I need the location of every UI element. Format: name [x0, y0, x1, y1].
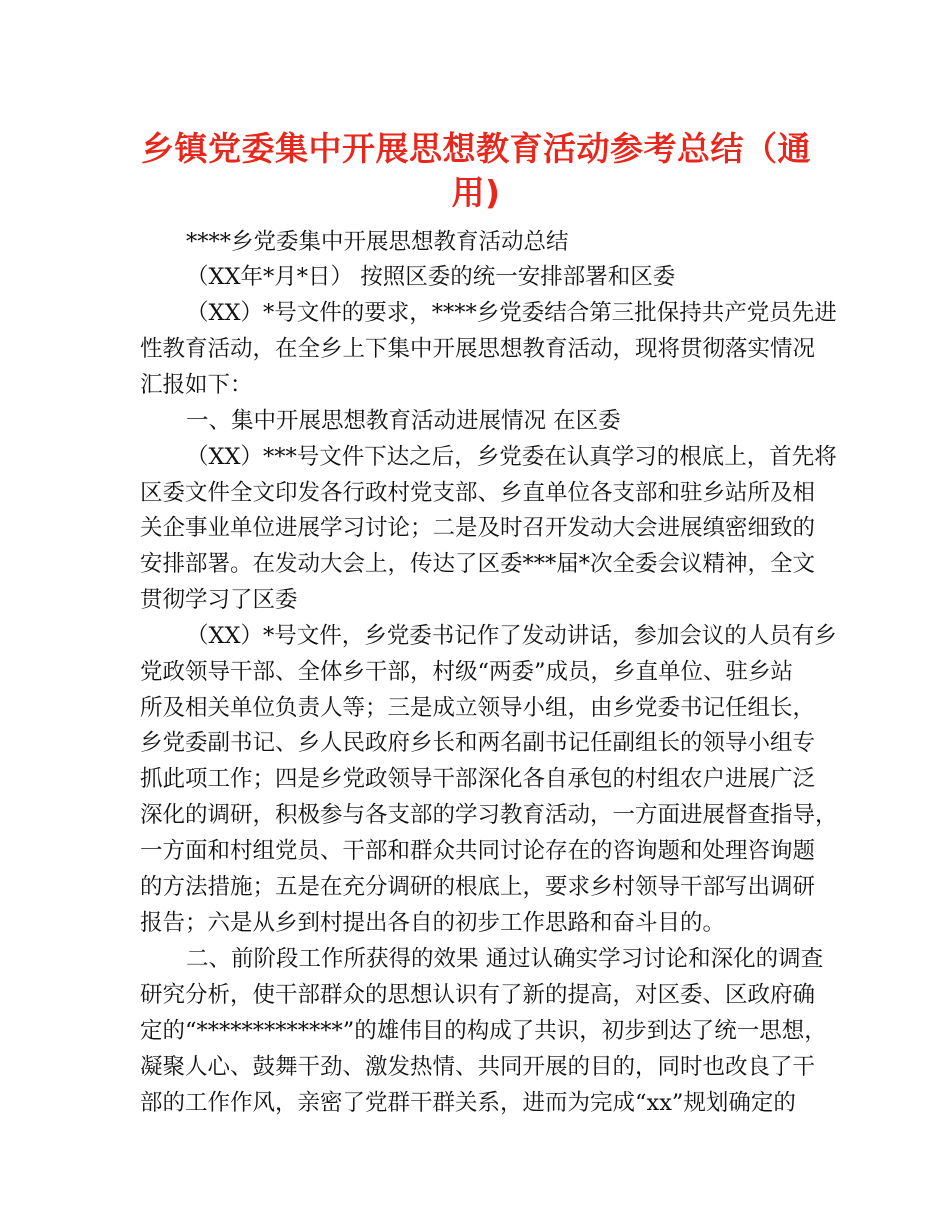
body-line: 部的工作作风，亲密了党群干群关系，进而为完成“xx”规划确定的 — [140, 1090, 796, 1116]
body-line: 安排部署。在发动大会上，传达了区委***届*次全委会议精神，全文 — [140, 551, 816, 577]
body-line: 贯彻学习了区委 — [140, 587, 298, 613]
body-line: 定的“*************”的雄伟目的构成了共识，初步到达了统一思想， — [140, 1018, 827, 1044]
body-line: 凝聚人心、鼓舞干劲、激发热情、共同开展的目的，同时也改良了干 — [140, 1054, 816, 1080]
body-line: 报告；六是从乡到村提出各自的初步工作思路和奋斗目的。 — [140, 910, 726, 936]
body-line: 抓此项工作；四是乡党政领导干部深化各自承包的村组农户进展广泛 — [140, 766, 816, 792]
body-line: 区委文件全文印发各行政村党支部、乡直单位各支部和驻乡站所及相 — [140, 480, 816, 506]
body-line: 乡党委副书记、乡人民政府乡长和两名副书记任副组长的领导小组专 — [140, 730, 816, 756]
body-line: 党政领导干部、全体乡干部，村级“两委”成员，乡直单位、驻乡站 — [140, 659, 794, 685]
document-title-line-2: 用) — [451, 173, 501, 212]
body-line: 研究分析，使干部群众的思想认识有了新的提高，对区委、区政府确 — [140, 982, 816, 1008]
body-line: 深化的调研，积极参与各支部的学习教育活动，一方面进展督查指导， — [140, 802, 838, 828]
body-line: 的方法措施；五是在充分调研的根底上，要求乡村领导干部写出调研 — [140, 874, 816, 900]
body-line: 一、集中开展思想教育活动进展情况 在区委 — [186, 408, 621, 434]
body-line: 性教育活动，在全乡上下集中开展思想教育活动，现将贯彻落实情况 — [140, 336, 816, 362]
body-line: ****乡党委集中开展思想教育活动总结 — [186, 229, 569, 255]
body-line: 关企事业单位进展学习讨论；二是及时召开发动大会进展缜密细致的 — [140, 515, 816, 541]
body-line: （XX）*号文件的要求，****乡党委结合第三批保持共产党员先进 — [186, 300, 837, 326]
body-line: （XX）*号文件，乡党委书记作了发动讲话，参加会议的人员有乡 — [186, 623, 837, 649]
body-line: 汇报如下： — [140, 372, 253, 398]
body-line: 一方面和村组党员、干部和群众共同讨论存在的咨询题和处理咨询题 — [140, 838, 816, 864]
document-title-line-1: 乡镇党委集中开展思想教育活动参考总结（通 — [141, 129, 811, 168]
body-line: （XX年*月*日） 按照区委的统一安排部署和区委 — [186, 264, 676, 290]
body-line: 二、前阶段工作所获得的效果 通过认确实学习讨论和深化的调查 — [186, 946, 824, 972]
body-line: （XX）***号文件下达之后，乡党委在认真学习的根底上，首先将 — [186, 444, 837, 470]
body-line: 所及相关单位负责人等；三是成立领导小组，由乡党委书记任组长， — [140, 695, 816, 721]
